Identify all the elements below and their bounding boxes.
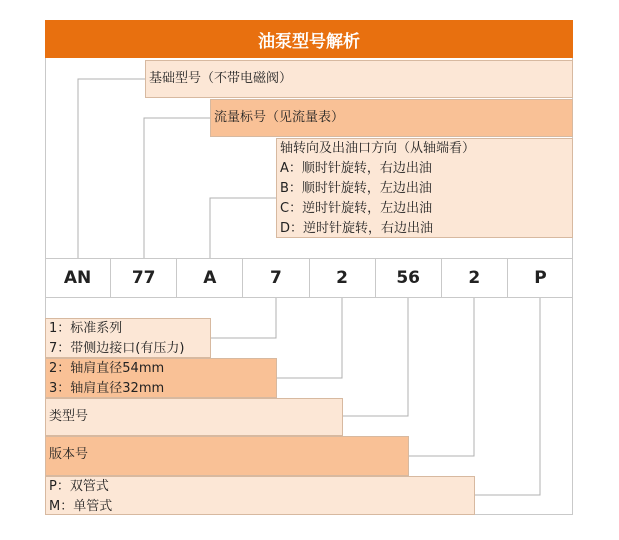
code-cell-7: 7 <box>243 259 309 297</box>
pipe-option-p: P：双管式 <box>49 479 109 494</box>
code-cell-56: 56 <box>376 259 442 297</box>
connector-77 <box>144 118 210 258</box>
label-flow-code-text: 流量标号（见流量表） <box>214 110 345 125</box>
series-option-1: 1：标准系列 <box>49 321 123 336</box>
version-text: 版本号 <box>49 447 89 462</box>
rotation-option-c: C：逆时针旋转，左边出油 <box>280 201 433 216</box>
diagram-title: 油泵型号解析 <box>45 20 573 58</box>
series-option-7: 7：带侧边接口(有压力) <box>49 341 185 356</box>
connector-an <box>78 79 145 258</box>
connector-a <box>210 198 276 258</box>
rotation-option-d: D：逆时针旋转，右边出油 <box>280 221 434 236</box>
pipe-option-m: M：单管式 <box>49 499 113 514</box>
rotation-heading: 轴转向及出油口方向（从轴端看） <box>280 141 476 156</box>
code-cell-77: 77 <box>111 259 177 297</box>
shoulder-option-2: 2：轴肩直径54mm <box>49 361 165 376</box>
connector-2a <box>277 298 342 378</box>
code-cell-p: P <box>534 268 547 288</box>
code-cell-an: AN <box>45 259 111 297</box>
rotation-option-a: A：顺时针旋转，右边出油 <box>280 161 432 176</box>
rotation-option-b: B：顺时针旋转，左边出油 <box>280 181 432 196</box>
shoulder-option-3: 3：轴肩直径32mm <box>49 381 165 396</box>
connector-p <box>475 298 540 495</box>
connector-56 <box>343 298 408 416</box>
type-text: 类型号 <box>49 409 89 424</box>
code-cell-a: A <box>177 259 243 297</box>
connector-2b <box>409 298 474 456</box>
code-cell-2a: 2 <box>310 259 376 297</box>
label-base-model-text: 基础型号（不带电磁阀） <box>149 71 293 86</box>
code-cell-2b: 2 <box>442 259 508 297</box>
connector-7 <box>211 298 276 338</box>
